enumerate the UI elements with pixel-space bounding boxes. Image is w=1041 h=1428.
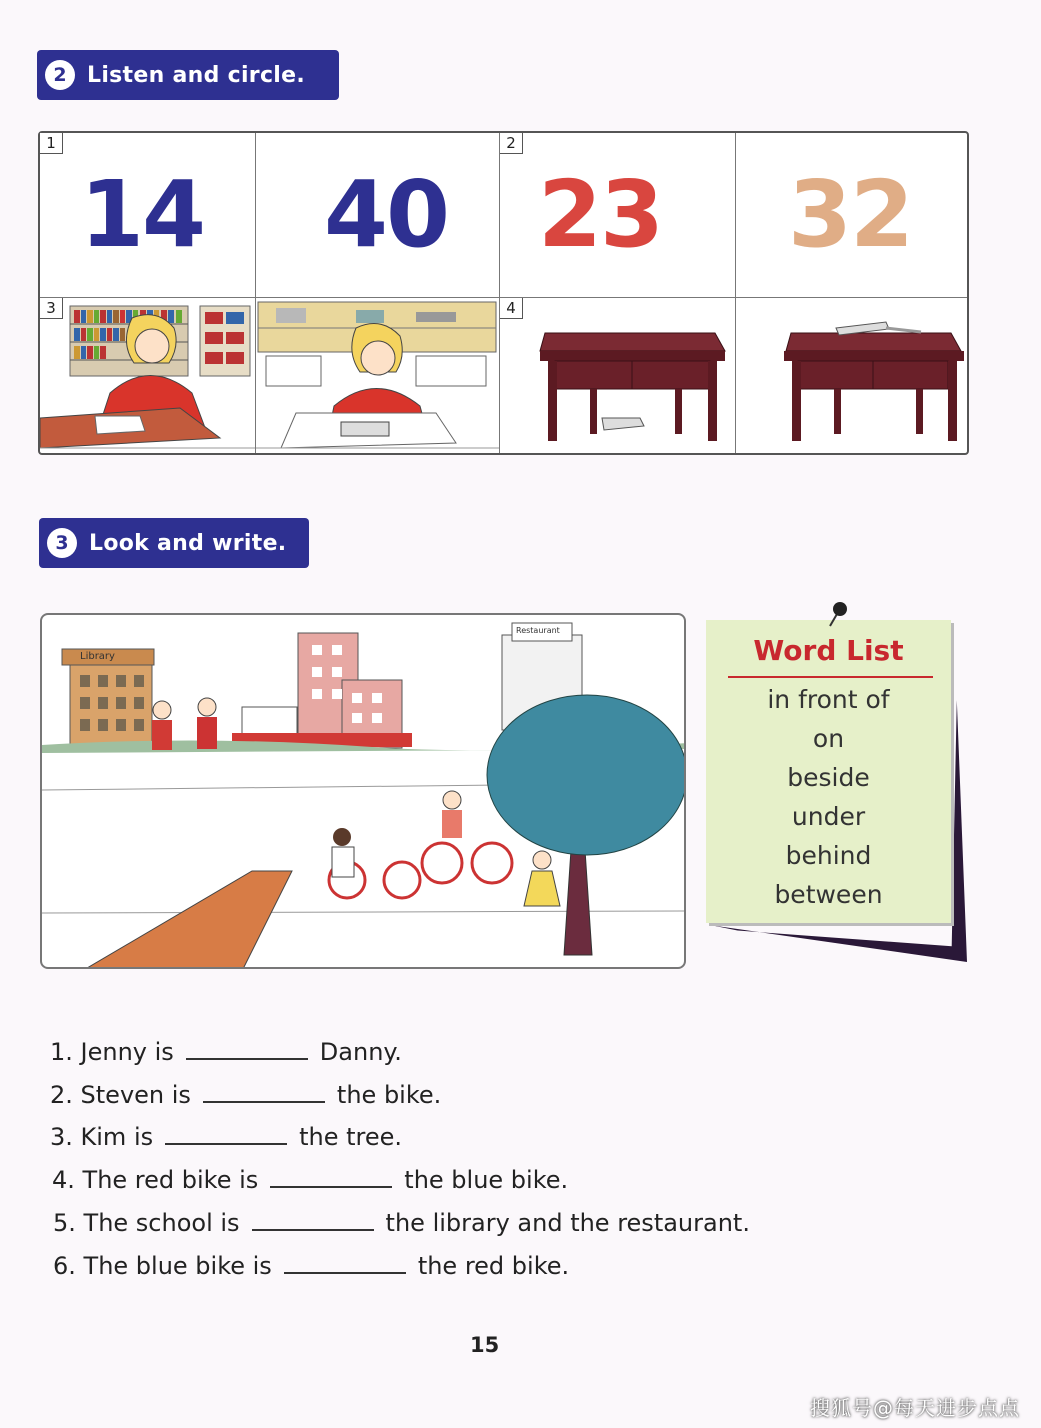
word-list-item: under: [791, 802, 866, 831]
sentence-2: [50, 1081, 441, 1109]
word-list-item: between: [774, 880, 883, 909]
number-option: 23: [538, 161, 663, 268]
answer-blank[interactable]: [165, 1123, 287, 1145]
desk-pencils-on-illustration: [736, 298, 969, 453]
question-number: 4: [500, 298, 523, 319]
sentence-start: 3. Kim is: [50, 1123, 154, 1151]
word-list-note: [706, 620, 951, 923]
choice-cell-23[interactable]: [500, 133, 735, 297]
library-sign: Library: [80, 651, 115, 662]
sentence-6: [53, 1252, 569, 1280]
choice-cell-classroom-girl[interactable]: [256, 298, 499, 453]
sentence-end: the blue bike.: [404, 1166, 569, 1194]
sentence-start: 5. The school is: [53, 1209, 240, 1237]
girl-in-classroom-illustration: [256, 298, 499, 453]
listen-and-circle-grid: [38, 131, 969, 455]
section-number: 2: [45, 60, 75, 90]
word-list-item: in front of: [767, 685, 890, 714]
sentence-end: the tree.: [299, 1123, 403, 1151]
word-list: [706, 680, 951, 914]
choice-cell-library-girl[interactable]: [40, 298, 255, 453]
section-number: 3: [47, 528, 77, 558]
sentence-1: [50, 1038, 402, 1066]
word-list-item: beside: [787, 763, 870, 792]
restaurant-sign: Restaurant: [516, 626, 560, 635]
sentence-start: 1. Jenny is: [50, 1038, 174, 1066]
sentence-end: the bike.: [336, 1081, 442, 1109]
sentence-end: the red bike.: [417, 1252, 570, 1280]
choice-cell-40[interactable]: [256, 133, 499, 297]
question-number: 3: [40, 298, 63, 319]
choice-cell-14[interactable]: [40, 133, 255, 297]
park-scene-illustration: [40, 613, 686, 969]
word-list-item: on: [812, 724, 845, 753]
pushpin-icon: [822, 600, 852, 630]
word-list-item: behind: [785, 841, 872, 870]
page-number: 15: [470, 1333, 500, 1357]
sentence-4: [52, 1166, 568, 1194]
word-list-title: Word List: [753, 634, 904, 667]
section-title: Look and write.: [89, 530, 287, 556]
choice-cell-pencils-on-desk[interactable]: [736, 298, 969, 453]
answer-blank[interactable]: [252, 1209, 374, 1231]
answer-blank[interactable]: [270, 1166, 392, 1188]
watermark: 搜狐号@每天进步点点: [810, 1396, 1020, 1420]
answer-blank[interactable]: [186, 1038, 308, 1060]
section-3-banner: [39, 518, 309, 568]
choice-cell-eraser-under-desk[interactable]: [500, 298, 735, 453]
sentence-start: 4. The red bike is: [52, 1166, 259, 1194]
sentence-3: [50, 1123, 402, 1151]
question-number: 2: [500, 133, 523, 154]
word-list-underline: [728, 676, 933, 678]
number-option: 32: [788, 161, 913, 268]
section-2-banner: [37, 50, 339, 100]
choice-cell-32[interactable]: [736, 133, 969, 297]
answer-blank[interactable]: [284, 1252, 406, 1274]
sentence-end: Danny.: [319, 1038, 402, 1066]
answer-blank[interactable]: [203, 1081, 325, 1103]
section-title: Listen and circle.: [87, 62, 306, 88]
girl-in-library-illustration: [40, 298, 255, 453]
question-number: 1: [40, 133, 63, 154]
sentence-start: 6. The blue bike is: [53, 1252, 272, 1280]
desk-eraser-under-illustration: [500, 298, 735, 453]
sentence-start: 2. Steven is: [50, 1081, 191, 1109]
sentence-5: [53, 1209, 750, 1237]
number-option: 14: [80, 161, 205, 268]
sentence-end: the library and the restaurant.: [385, 1209, 750, 1237]
number-option: 40: [324, 161, 449, 268]
